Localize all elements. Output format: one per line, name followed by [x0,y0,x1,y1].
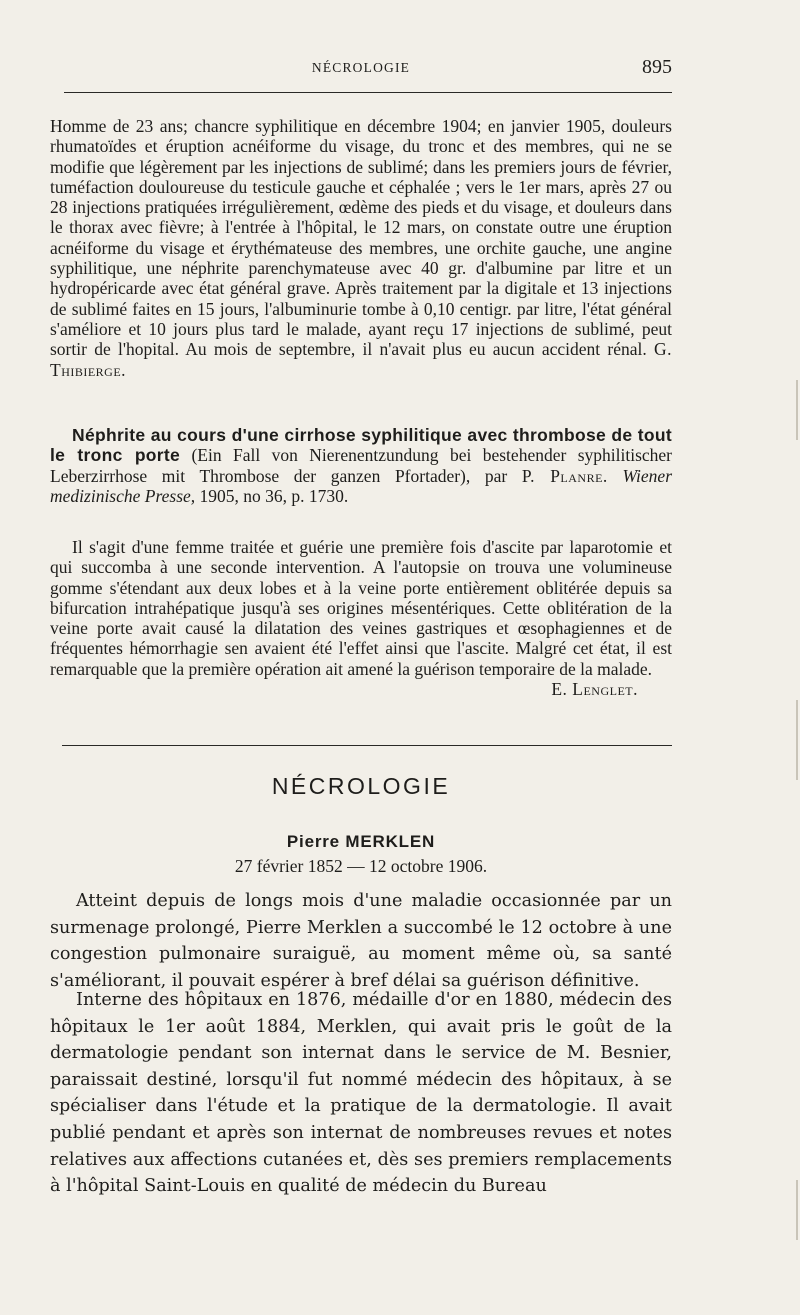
entry-citation [50,425,672,506]
entry-paragraph [50,116,672,380]
scan-edge-mark [796,1180,798,1240]
reference-details: 1905, no 36, p. 1730. [199,485,349,506]
reference-german: (Ein Fall von Nierenentzundung bei bestehender syphilitischer Leberzirrhose mit Thrombose der ganzen Pfortader), par [50,445,672,486]
running-title: NÉCROLOGIE [311,60,411,75]
reference-author: P. Planre. [521,465,608,486]
obituary-paragraph: Interne des hôpitaux en 1876, médaille d'or en 1880, médecin des hôpitaux le 1er août 1884, Merklen, qui avait pris le goût de la dermatologie pendant son internat dans le service de M. Besnier, paraissait destiné, lorsqu'il fut nommé médecin des hôpitaux, à se spécialiser dans l'étude et la pratique de la dermatologie. Il avait publié pendant et après son internat de nombreuses revues et notes relatives aux affections cutanées et, dès ses premiers remplacements à l'hôpital Saint-Louis en qualité de médecin du Bureau [50,990,672,1197]
entry-title: Néphrite au cours d'une cirrhose syphilitique avec thrombose de tout le tronc porte [50,425,672,466]
page-number: 895 [642,56,672,78]
scan-edge-mark [796,700,798,780]
obituary-dates: 27 février 1852 — 12 octobre 1906. [234,856,488,876]
running-head [50,56,672,80]
obituary-paragraph: Atteint depuis de longs mois d'une maladie occasionnée par un surmenage prolongé, Pierre Merklen a succombé le 12 octobre à une congestion pulmonaire suraiguë, au moment même où, sa santé s'améliorant, il pouvait espérer à bref délai sa guérison définitive. [50,891,672,991]
scan-edge-mark [796,380,798,440]
section-rule [62,745,672,746]
header-rule [64,92,672,93]
obituary-name: Pierre MERKLEN [286,832,436,851]
reference-journal: Wiener medizinische Presse, [50,465,673,506]
entry-text: Il s'agit d'une femme traitée et guérie une première fois d'ascite par laparotomie et qui succomba à une seconde intervention. A l'autopsie on trouva une volumineuse gomme s'étendant aux deux lobes et à la veine porte entièrement oblitérée depuis sa bifurcation intrahépatique jusqu'à ses origines mésentériques. Cette oblitération de la veine porte avait causé la dilatation des veines gastriques et œsophagiennes et de fréquentes hémorrhagie sen avaient été l'effet ainsi que l'ascite. Malgré cet état, il est remarquable que la première opération ait amené la guérison temporaire de la malade. [50,537,672,679]
entry-author: E. Lenglet. [551,679,638,700]
entry-text: Homme de 23 ans; chancre syphilitique en décembre 1904; en janvier 1905, douleurs rhumatoïdes et éruption acnéiforme du visage, du tronc et des membres, qui ne se modifie que légèrement par les injections de sublimé; dans les premiers jours de février, tuméfaction douloureuse du testicule gauche et céphalée ; vers le 1er mars, après 27 ou 28 injections pratiquées irrégulièrement, œdème des pieds et du visage, et douleurs dans le thorax avec fièvre; à l'entrée à l'hôpital, le 12 mars, on constate outre une éruption acnéiforme du visage et érythémateuse des membres, une orchite gauche, une angine syphilitique, une néphrite parenchymateuse avec 40 gr. d'albumine par litre et un hydropéricarde avec état général grave. Après traitement par la digitale et 13 injections de sublimé faites en 15 jours, l'albuminurie tombe à 0,10 centigr. par litre, l'état général s'améliore et 10 jours plus tard le malade, ayant reçu 17 injections de sublimé, peut sortir de l'hopital. Au mois de septembre, il n'avait plus eu aucun accident rénal. [50,116,672,360]
entry-author: G. Thibierge. [50,339,673,380]
entry-paragraph [50,537,672,699]
section-title: NÉCROLOGIE [271,773,451,799]
